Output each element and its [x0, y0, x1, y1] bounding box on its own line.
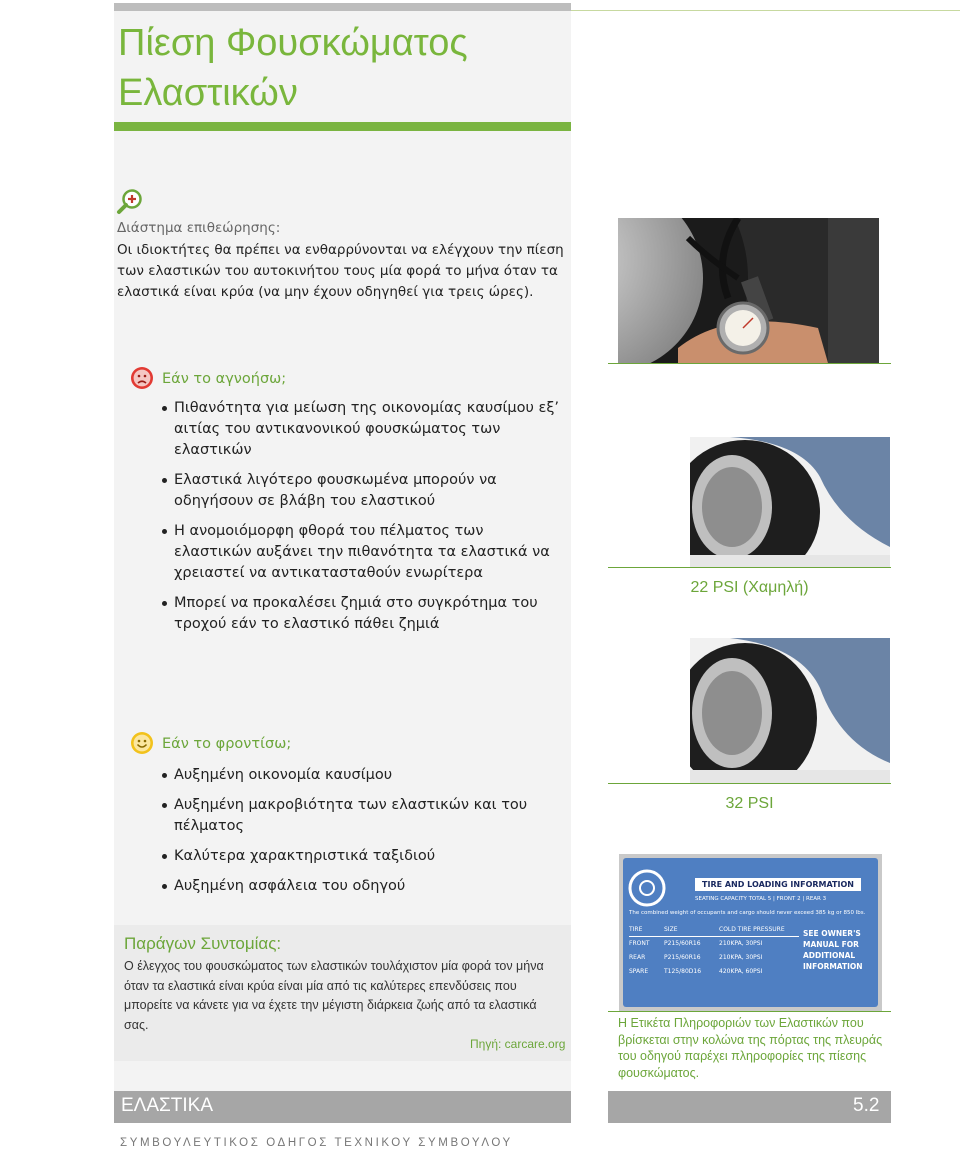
tip-title: Παράγων Συντομίας: — [124, 934, 282, 953]
list-item: Η ανομοιόμορφη φθορά του πέλματος των ελαστικών αυξάνει την πιθανότητα τα ελαστικά να χρειαστεί να αντικατασταθούν ενωρίτερα — [162, 521, 562, 584]
normal-pressure-label: 32 PSI — [725, 795, 774, 812]
ignore-list — [162, 398, 562, 644]
list-item: Πιθανότητα για μείωση της οικονομίας καυσίμου εξ’ αιτίας του αντικανονικού φουσκώματος των ελαστικών — [162, 398, 562, 461]
footer-note: ΣΥΜΒΟΥΛΕΥΤΙΚΟΣ ΟΔΗΓΟΣ ΤΕΧΝΙΚΟΥ ΣΥΜΒΟΥΛΟΥ — [120, 1137, 513, 1149]
placard-table-header — [629, 924, 799, 937]
placard-col: COLD TIRE PRESSURE — [719, 926, 785, 933]
placard-cell: T125/80D16 — [664, 968, 702, 975]
inspection-label: Διάστημα επιθεώρησης: — [117, 220, 281, 236]
placard-body — [623, 858, 878, 1007]
tip-source: Πηγή: carcare.org — [470, 1037, 566, 1051]
normal-pressure-tire-photo — [690, 638, 890, 783]
placard-table — [629, 924, 799, 1000]
placard-cell: 420KPA, 60PSI — [719, 968, 763, 975]
title-underline-bar — [114, 122, 571, 131]
care-section-title: Εάν το φροντίσω; — [162, 736, 292, 752]
placard-cell: P215/60R16 — [664, 940, 701, 947]
placard-cell: P215/60R16 — [664, 954, 701, 961]
tire-gauge-photo — [618, 218, 879, 363]
list-item: Καλύτερα χαρακτηριστικά ταξιδιού — [162, 846, 562, 867]
placard-notice: SEE OWNER'S MANUAL FOR ADDITIONAL INFORMATION — [803, 929, 863, 971]
low-pressure-label: 22 PSI (Χαμηλή) — [690, 579, 809, 596]
section-label: ΕΛΑΣΤΙΚΑ — [121, 1095, 214, 1116]
page-title: Πίεση Φουσκώματος Ελαστικών — [118, 22, 468, 114]
placard-cell: SPARE — [629, 968, 649, 975]
tire-symbol-icon — [627, 868, 667, 908]
table-row — [629, 951, 799, 965]
placard-caption: Η Ετικέτα Πληροφοριών των Ελαστικών που βρίσκεται στην κολώνα της πόρτας της πλευράς του οδηγού παρέχει πληροφορίες της πίεσης φουσκώματος. — [618, 1016, 883, 1080]
table-row — [629, 937, 799, 951]
top-rule — [114, 3, 571, 11]
placard-cell: 210KPA, 30PSI — [719, 940, 763, 947]
placard-heading: TIRE AND LOADING INFORMATION — [695, 878, 861, 891]
low-pressure-tire-photo — [690, 437, 890, 567]
top-rule-thin — [571, 10, 960, 11]
inspection-text: Οι ιδιοκτήτες θα πρέπει να ενθαρρύνονται να ελέγχουν την πίεση των ελαστικών του αυτοκινήτου τους μία φορά το μήνα όταν τα ελαστικά είναι κρύα (να μην έχουν οδηγηθεί για τρεις ώρες). — [117, 242, 564, 300]
list-item: Ελαστικά λιγότερο φουσκωμένα μπορούν να οδηγήσουν σε βλάβη του ελαστικού — [162, 470, 562, 512]
placard-cell: FRONT — [629, 940, 650, 947]
page-number: 5.2 — [853, 1095, 880, 1116]
photo-caption-rule — [608, 1011, 891, 1012]
sad-face-icon — [130, 366, 154, 390]
placard-cell: 210KPA, 30PSI — [719, 954, 763, 961]
photo-caption-rule — [608, 363, 891, 364]
footer-bar-right — [608, 1091, 891, 1123]
placard-col: SIZE — [664, 926, 678, 933]
placard-seating: SEATING CAPACITY TOTAL 5 | FRONT 2 | REAR 3 — [695, 896, 827, 902]
ignore-section-title: Εάν το αγνοήσω; — [162, 371, 287, 387]
photo-caption-rule — [608, 567, 891, 568]
list-item: Αυξημένη οικονομία καυσίμου — [162, 765, 562, 786]
list-item: Αυξημένη μακροβιότητα των ελαστικών και του πέλματος — [162, 795, 562, 837]
photo-caption-rule — [608, 783, 891, 784]
placard-weight: The combined weight of occupants and cargo should never exceed 385 kg or 850 lbs. — [629, 910, 866, 916]
placard-col: TIRE — [629, 926, 643, 933]
care-list — [162, 765, 562, 906]
list-item: Αυξημένη ασφάλεια του οδηγού — [162, 876, 562, 897]
placard-cell: REAR — [629, 954, 646, 961]
smiley-face-icon — [130, 731, 154, 755]
list-item: Μπορεί να προκαλέσει ζημιά στο συγκρότημα του τροχού εάν το ελαστικό πάθει ζημιά — [162, 593, 562, 635]
tip-text: Ο έλεγχος του φουσκώματος των ελαστικών τουλάχιστον μία φορά τον μήνα όταν τα ελαστικά είναι κρύα είναι μία από τις καλύτερες επενδύσεις που μπορείτε να κάνετε για να έχετε την μέγιστη διάρκεια ζωής από τα ελαστικά σας. — [124, 959, 544, 1032]
tire-placard-photo — [619, 854, 882, 1011]
table-row — [629, 965, 799, 979]
magnifier-plus-icon — [116, 188, 144, 216]
